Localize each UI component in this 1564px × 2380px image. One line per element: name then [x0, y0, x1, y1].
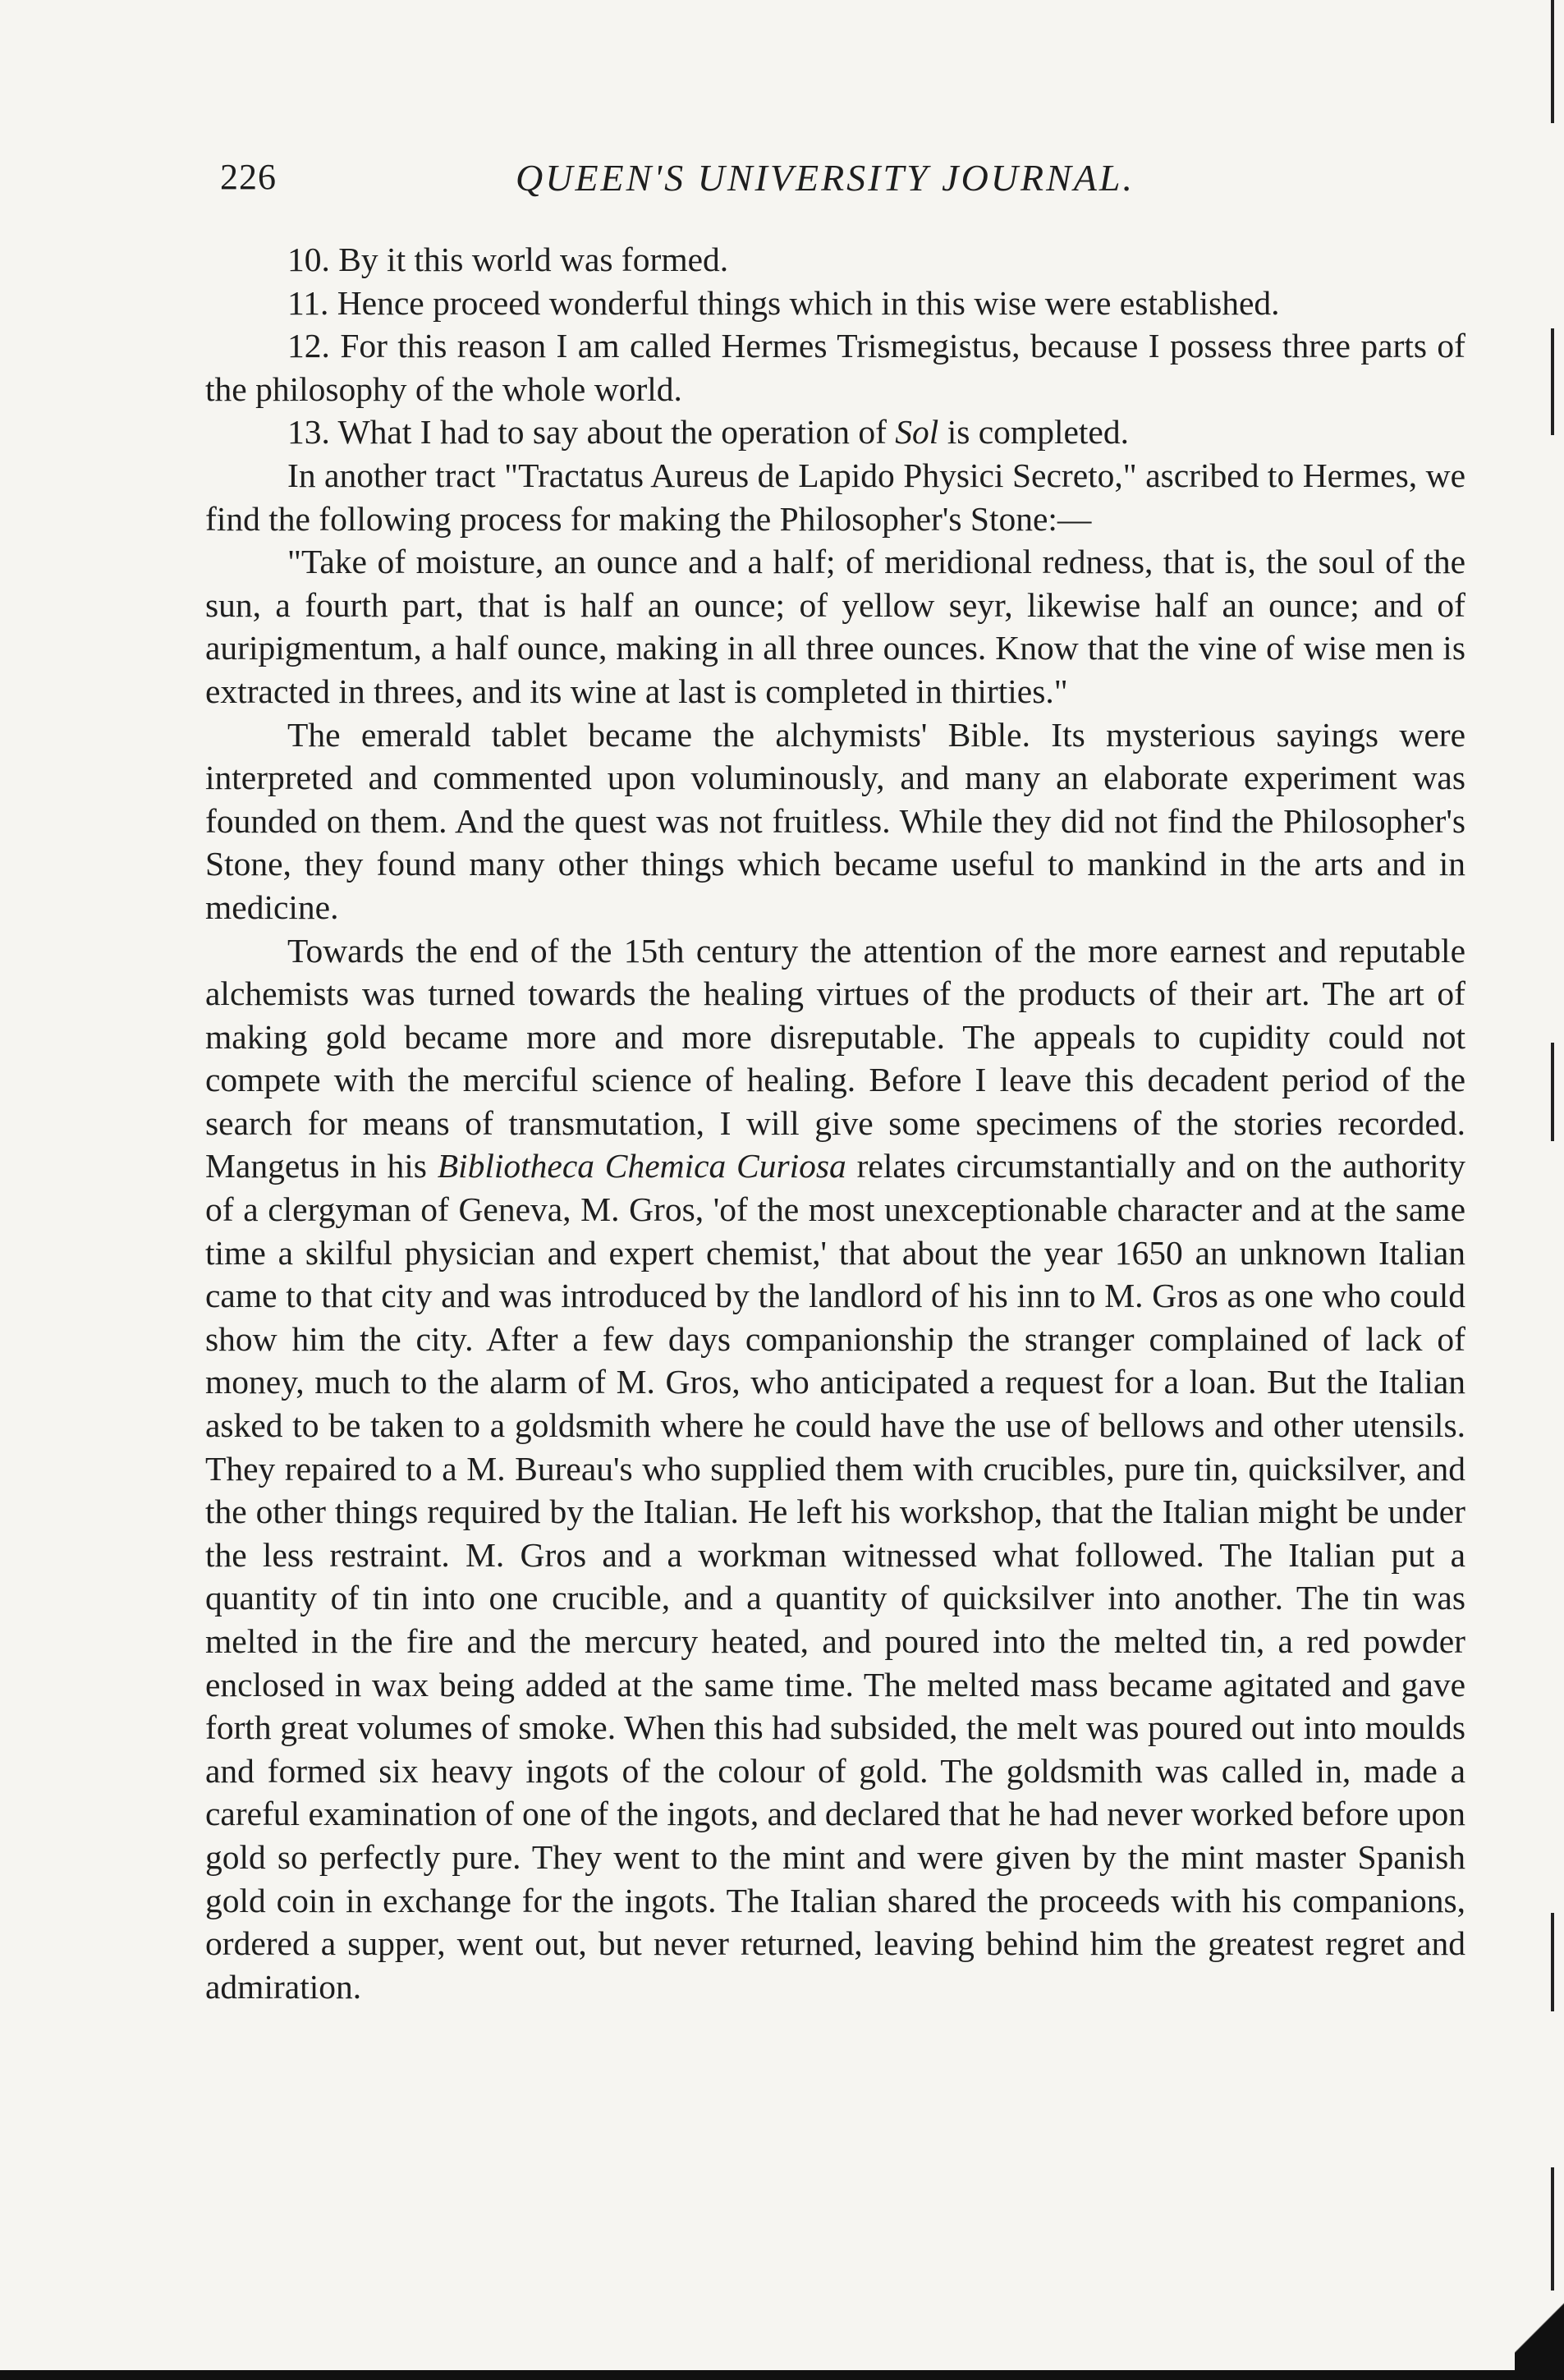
- paragraph-emerald-tablet: The emerald tablet became the alchymists' Bible. Its mysterious sayings were interpreted and commented upon voluminously, and many an elaborate experiment was founded on them. And the quest was not fruitless. While they did not find the Philosopher's Stone, they found many other things which became useful to mankind in the arts and in medicine.: [205, 715, 1465, 926]
- page-header: [220, 156, 1172, 213]
- paragraph-quotation: "Take of moisture, an ounce and a half; of meridional redness, that is, the soul of the sun, a fourth part, that is half an ounce; of yellow seyr, likewise half an ounce; and of auripigmentum, a half ounce, making in all three ounces. Know that the vine of wise men is extracted in threes, and its wine at last is completed in thirties.": [205, 543, 1465, 710]
- numbered-item-13: [205, 410, 1465, 454]
- scan-edge-mark: [1551, 0, 1554, 123]
- scan-edge-mark: [1551, 1913, 1554, 2011]
- page-number: 226: [220, 157, 277, 197]
- numbered-item-11: 11. Hence proceed wonderful things which in this wise were established.: [287, 283, 1280, 322]
- paragraph-text-part-2: relates circumstantially and on the authority of a clergyman of Geneva, M. Gros, 'of the most unexceptionable character and at the same time a skilful physician and expert chemist,' that about the year 1650 an unknown Italian came to that city and was introduced by the landlord of his inn to M. Gros as one who could show him the city. After a few days companionship the stranger complained of lack of money, much to the alarm of M. Gros, who anticipated a request for a loan. But the Italian asked to be taken to a goldsmith where he could have the use of bellows and other utensils. They repaired to a M. Bureau's who supplied them with crucibles, pure tin, quicksilver, and the other things required by the Italian. He left his workshop, that the Italian might be under the less restraint. M. Gros and a workman witnessed what followed. The Italian put a quantity of tin into one crucible, and a quantity of quicksilver into another. The tin was melted in the fire and the mercury heated, and poured into the melted tin, a red powder enclosed in wax being added at the same time. The melted mass became agitated and gave forth great volumes of smoke. When this had subsided, the melt was poured out into moulds and formed six heavy ingots of the colour of gold. The goldsmith was called in, made a careful examination of one of the ingots, and declared that he had never worked before upon gold so perfectly pure. They went to the mint and were given by the mint master Spanish gold coin in exchange for the ingots. The Italian shared the proceeds with his companions, ordered a supper, went out, but never returned, leaving behind him the greatest regret and admiration.: [205, 1147, 1465, 2006]
- book-title-bibliotheca: Bibliotheca Chemica Curiosa: [437, 1147, 846, 1185]
- item-13-text-start: 13. What I had to say about the operation of: [287, 413, 896, 452]
- scan-edge-mark: [1551, 328, 1554, 435]
- numbered-item-12: 12. For this reason I am called Hermes Trismegistus, because I possess three parts of the philosophy of the whole world.: [205, 327, 1465, 408]
- item-13-sol: Sol: [895, 413, 939, 452]
- scan-bottom-edge: [0, 2370, 1564, 2380]
- item-13-text-end: is completed.: [938, 413, 1129, 452]
- scan-edge-mark: [1551, 1043, 1554, 1141]
- body-text: [205, 238, 1465, 2008]
- running-title: QUEEN'S UNIVERSITY JOURNAL.: [516, 157, 1135, 199]
- paragraph-towards-the-end: [205, 929, 1465, 2009]
- paragraph-text-part-1: Towards the end of the 15th century the attention of the more earnest and reputable alchemists was turned towards the healing virtues of the products of their art. The art of making gold became more and more disreputable. The appeals to cupidity could not compete with the merciful science of healing. Before I leave this decadent period of the search for means of transmutation, I will give some specimens of the stories recorded. Mangetus in his: [205, 931, 1465, 1185]
- page-corner-shadow: [1515, 2257, 1564, 2380]
- numbered-item-10: 10. By it this world was formed.: [287, 241, 729, 278]
- paragraph-tractatus: In another tract "Tractatus Aureus de Lapido Physici Secreto," ascribed to Hermes, we find the following process for making the Philosopher's Stone:—: [205, 456, 1465, 538]
